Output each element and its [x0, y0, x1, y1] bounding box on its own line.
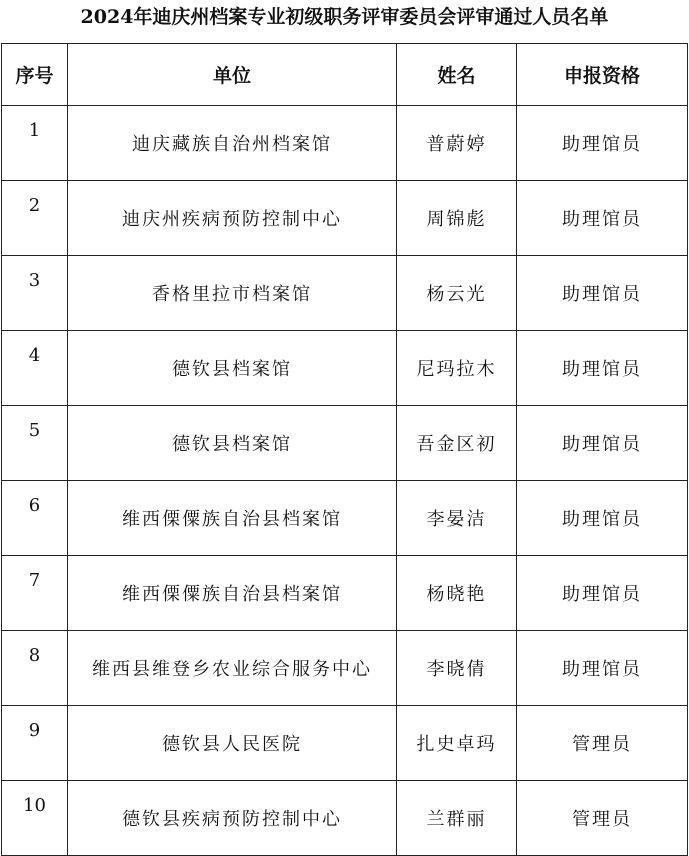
cell-unit: 迪庆州疾病预防控制中心: [68, 181, 397, 256]
cell-qualification: 助理馆员: [517, 406, 688, 481]
cell-qualification: 助理馆员: [517, 106, 688, 181]
table-row: [2, 256, 688, 331]
roster-table: [1, 43, 688, 856]
cell-name: 李晏洁: [397, 481, 517, 556]
header-qualification: 申报资格: [517, 44, 688, 106]
cell-name: 普蔚婷: [397, 106, 517, 181]
cell-unit: 德钦县档案馆: [68, 406, 397, 481]
header-name: 姓名: [397, 44, 517, 106]
cell-unit: 德钦县人民医院: [68, 706, 397, 781]
cell-qualification: 助理馆员: [517, 256, 688, 331]
cell-unit: 维西傈僳族自治县档案馆: [68, 556, 397, 631]
cell-qualification: 助理馆员: [517, 331, 688, 406]
header-unit: 单位: [68, 44, 397, 106]
table-row: [2, 181, 688, 256]
cell-seq: 5: [2, 406, 68, 481]
cell-name: 杨晓艳: [397, 556, 517, 631]
cell-name: 兰群丽: [397, 781, 517, 856]
cell-seq: 3: [2, 256, 68, 331]
table-row: [2, 481, 688, 556]
cell-name: 尼玛拉木: [397, 331, 517, 406]
cell-qualification: 助理馆员: [517, 181, 688, 256]
cell-seq: 8: [2, 631, 68, 706]
cell-seq: 10: [2, 781, 68, 856]
table-row: [2, 631, 688, 706]
table-row: [2, 781, 688, 856]
cell-seq: 7: [2, 556, 68, 631]
cell-name: 吾金区初: [397, 406, 517, 481]
cell-unit: 维西县维登乡农业综合服务中心: [68, 631, 397, 706]
cell-qualification: 助理馆员: [517, 481, 688, 556]
cell-seq: 9: [2, 706, 68, 781]
cell-name: 周锦彪: [397, 181, 517, 256]
header-seq: 序号: [2, 44, 68, 106]
cell-seq: 1: [2, 106, 68, 181]
cell-name: 扎史卓玛: [397, 706, 517, 781]
cell-seq: 4: [2, 331, 68, 406]
table-row: [2, 406, 688, 481]
cell-seq: 2: [2, 181, 68, 256]
cell-unit: 维西傈僳族自治县档案馆: [68, 481, 397, 556]
table-row: [2, 706, 688, 781]
table-row: [2, 331, 688, 406]
table-header-row: [2, 44, 688, 106]
cell-name: 李晓倩: [397, 631, 517, 706]
cell-unit: 德钦县档案馆: [68, 331, 397, 406]
document-title: 2024年迪庆州档案专业初级职务评审委员会评审通过人员名单: [80, 6, 609, 28]
cell-unit: 德钦县疾病预防控制中心: [68, 781, 397, 856]
cell-name: 杨云光: [397, 256, 517, 331]
table-row: [2, 106, 688, 181]
cell-qualification: 助理馆员: [517, 556, 688, 631]
cell-qualification: 管理员: [517, 706, 688, 781]
cell-unit: 香格里拉市档案馆: [68, 256, 397, 331]
table-row: [2, 556, 688, 631]
cell-unit: 迪庆藏族自治州档案馆: [68, 106, 397, 181]
cell-qualification: 助理馆员: [517, 631, 688, 706]
cell-seq: 6: [2, 481, 68, 556]
cell-qualification: 管理员: [517, 781, 688, 856]
